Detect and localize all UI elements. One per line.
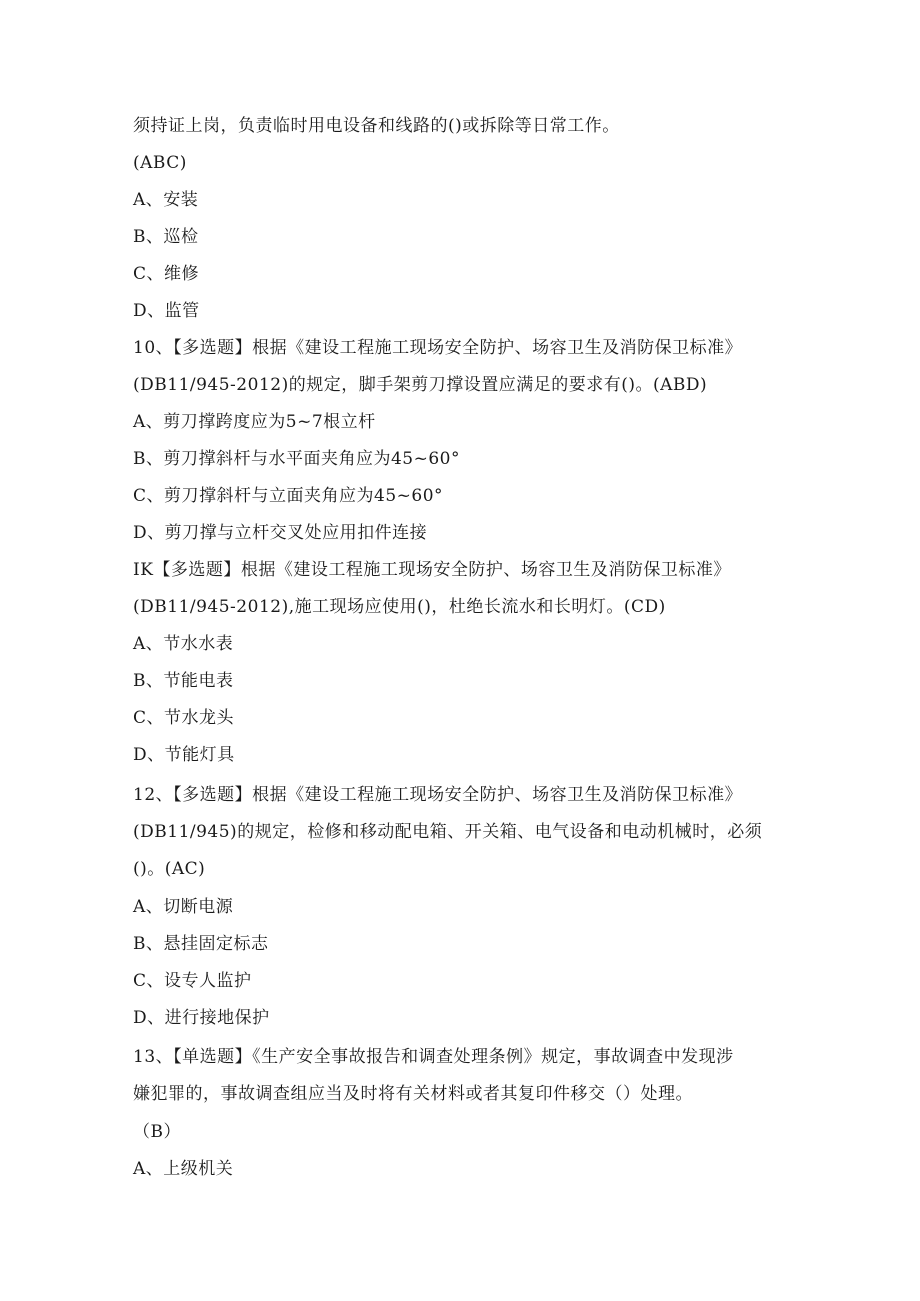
question-12-option-a: A、切断电源 <box>133 897 234 917</box>
question-10-option-c: C、剪刀撑斜杆与立面夹角应为45~60° <box>133 486 444 506</box>
question-9-option-a: A、安装 <box>133 190 199 210</box>
question-11-text-cont: (DB11/945-2012),施工现场应使用()，杜绝长流水和长明灯。(CD) <box>133 597 666 617</box>
question-10-text: 10、【多选题】根据《建设工程施工现场安全防护、场容卫生及消防保卫标准》 <box>133 338 743 358</box>
question-9-option-d: D、监管 <box>133 301 200 321</box>
question-11-option-a: A、节水水表 <box>133 634 234 654</box>
question-11-text: IK【多选题】根据《建设工程施工现场安全防护、场容卫生及消防保卫标准》 <box>133 560 731 580</box>
question-10-option-a: A、剪刀撑跨度应为5~7根立杆 <box>133 412 376 432</box>
question-13-text: 13、【单选题】《生产安全事故报告和调查处理条例》规定，事故调查中发现涉 <box>133 1047 734 1067</box>
question-9-option-b: B、巡检 <box>133 227 199 247</box>
question-12-option-b: B、悬挂固定标志 <box>133 934 269 954</box>
question-12-option-d: D、进行接地保护 <box>133 1008 270 1028</box>
question-9-text-end: 须持证上岗，负责临时用电设备和线路的()或拆除等日常工作。 <box>133 116 620 136</box>
question-12-text: 12、【多选题】根据《建设工程施工现场安全防护、场容卫生及消防保卫标准》 <box>133 785 743 805</box>
question-10-option-d: D、剪刀撑与立杆交叉处应用扣件连接 <box>133 523 428 543</box>
question-10-text-cont: (DB11/945-2012)的规定，脚手架剪刀撑设置应满足的要求有()。(ABD) <box>133 375 708 395</box>
question-13-option-a: A、上级机关 <box>133 1159 234 1179</box>
question-9-answer: (ABC) <box>133 153 187 173</box>
question-11-option-b: B、节能电表 <box>133 671 234 691</box>
question-10-option-b: B、剪刀撑斜杆与水平面夹角应为45~60° <box>133 449 460 469</box>
question-13-answer: （B） <box>133 1122 181 1142</box>
question-12-answer: ()。(AC) <box>133 859 206 879</box>
question-12-option-c: C、设专人监护 <box>133 971 252 991</box>
question-11-option-d: D、节能灯具 <box>133 745 235 765</box>
question-9-option-c: C、维修 <box>133 264 200 284</box>
question-13-text-cont: 嫌犯罪的，事故调查组应当及时将有关材料或者其复印件移交（）处理。 <box>133 1084 693 1104</box>
question-11-option-c: C、节水龙头 <box>133 708 235 728</box>
question-12-text-cont: (DB11/945)的规定，检修和移动配电箱、开关箱、电气设备和电动机械时，必须 <box>133 822 763 842</box>
